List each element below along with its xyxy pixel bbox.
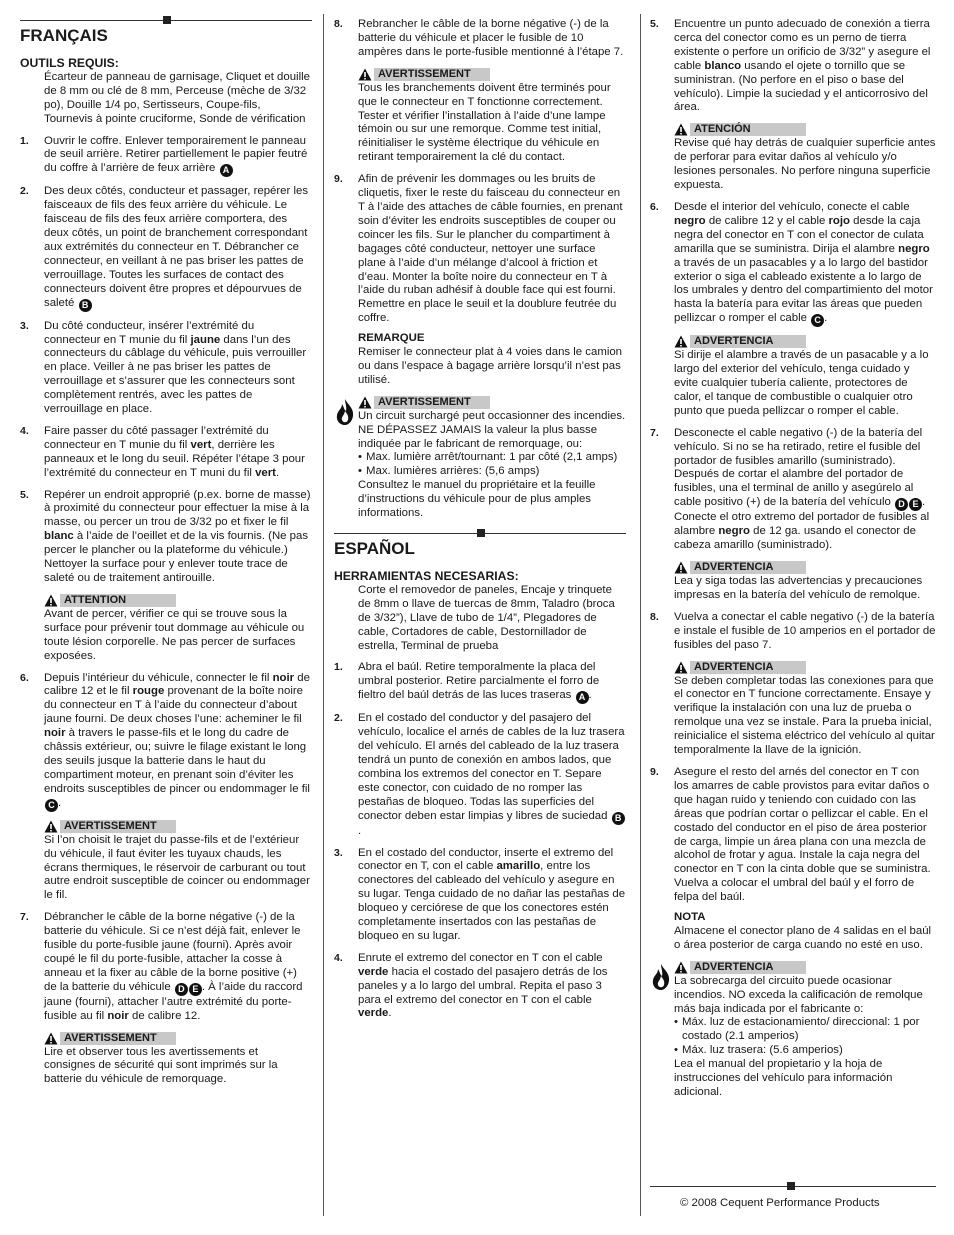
section-title-espanol: ESPAÑOL <box>334 539 415 558</box>
tools-text: Écarteur de panneau de garnisage, Cliquet et douille de 8 mm ou clé de 8 mm, Perceuse (mèche de 3/32 po), Douille 1/4 po, Sertisseurs, Coupe-fils, Tournevis à pointe cruciforme, Sonde de vérification <box>44 70 310 125</box>
warning-triangle-icon <box>358 396 372 409</box>
column-divider-left <box>323 14 324 1216</box>
attention-label: ATTENTION <box>60 594 176 607</box>
fr-step-9: 9. Afin de prévenir les dommages ou les bruits de cliquetis, fixer le reste du faisceau du connecteur en T à l’aide des attaches de câble fournies, en prenant soin d’éviter les endroits susceptibles de couper ou coincer les fils. Sur le plancher du compartiment à bagages côté conducteur, nettoyer une surface plane à l’aide d’un mélange d’alcool à friction et d’eau. Monter la boîte noire du connecteur en T à l’aide du ruban adhésif à double face qui est fourni. Remettre en place le seuil et la doublure feutrée du coffre. REMARQUE Remiser le connecteur plat à 4 voies dans le camion ou dans l’espace à bagage arrière lorsqu’il n’est pas utilisé. <box>334 173 626 388</box>
tools-title: OUTILS REQUIS: <box>20 56 119 70</box>
step-3: 3. Du côté conducteur, insérer l’extrémité du connecteur en T munie du fil jaune dans l’un des connecteurs du câblage du véhicule, puis verrouiller en place. Veiller à ne pas briser les pattes de verrouillage et s’assurer que les connecteurs sont complètement rentrés, avec les pattes de verrouillage en place. <box>20 319 307 416</box>
warning-text: Se deben completar todas las conexiones para que el conector en T funcione correctamente. Ensaye y verifique la instalación con una luz de prueba o remolque una vez se instale. Para la prueba inicial, reinicialice el sistema eléctrico del vehículo al quitar temporalmente la llave de la ignición. <box>674 674 935 757</box>
warning-block-3 <box>334 68 626 165</box>
nota-text: Almacene el conector plano de 4 salidas en el baúl o área posterior de carga cuando no esté en uso. <box>674 924 932 951</box>
callout-b-icon: B <box>79 299 92 312</box>
nota-title: NOTA <box>674 911 706 924</box>
warning-label: ADVERTENCIA <box>690 661 806 674</box>
warning-triangle-icon <box>674 123 688 136</box>
section-rule-francais <box>20 20 312 21</box>
callout-a-icon: A <box>220 164 233 177</box>
warning-text: Si dirije el alambre a través de un pasacable y a lo largo del exterior del vehículo, tenga cuidado y evite cualquier tubería caliente, protectores de calor, el tanque de combustible o cualquier otro punto que pueda pellizcar o romper el cable. <box>674 349 929 417</box>
warning-label: ADVERTENCIA <box>690 561 806 574</box>
es-step-8: 8. Vuelva a conectar el cable negativo (-) de la batería e instale el fusible de 10 amperios en el portador de fusibles del paso 7. <box>650 610 936 651</box>
warning-tail: Consultez le manuel du propriétaire et la feuille d’instructions du véhicule pour de plus amples informations. <box>358 479 596 520</box>
atencion-label: ATENCIÓN <box>690 123 806 136</box>
section-rule-espanol <box>334 533 626 534</box>
advertencia-block-1 <box>650 335 936 419</box>
fire-warning-block-fr <box>334 396 626 521</box>
warning-block-1 <box>20 820 312 904</box>
callout-a-icon: A <box>576 691 589 704</box>
list-item: • Máx. luz trasera: (5.6 amperios) <box>674 1044 843 1057</box>
step-2: 2. Des deux côtés, conducteur et passager, repérer les faisceaux de fils des feux arrière du véhicule. Le faisceau de fils des feux arrière comportera, des deux côtés, un point de branchement correspondant aux extrémités du connecteur en T. Débrancher ce connecteur, en veillant à ne pas briser les pattes de verrouillage. Toutes les surfaces de contact des connecteurs doivent être propres et dépourvues de saleté B <box>20 185 309 310</box>
warning-label: ADVERTENCIA <box>690 335 806 348</box>
warning-text: Un circuit surchargé peut occasionner des incendies. NE DÉPASSEZ JAMAIS la valeur la plus basse indiquée par le fabricant de remorquage, ou: <box>358 409 626 450</box>
warning-text: Lire et observer tous les avertissements et consignes de sécurité qui sont imprimés sur la batterie du véhicule de remorquage. <box>44 1045 278 1086</box>
attention-text: Avant de percer, vérifier ce qui se trouve sous la surface pour prévenir tout dommage au véhicule ou toute lésion corporelle. Ne pas percer de surfaces exposées. <box>44 607 305 662</box>
warning-text: La sobrecarga del circuito puede ocasionar incendios. NO exceda la calificación de remolque más baja indicada por el fabricante o: <box>674 974 923 1015</box>
warning-label: AVERTISSEMENT <box>374 68 490 81</box>
es-step-4: 4. Enrute el extremo del conector en T con el cable verde hacia el costado del pasajero detrás de los paneles y a lo largo del umbral. Repita el paso 3 para el extremo del conector en T con el cable verde. <box>334 951 608 1020</box>
fire-warning-block-es <box>650 961 936 1100</box>
atencion-block <box>650 123 936 193</box>
callout-e-icon: E <box>909 498 922 511</box>
column-1 <box>20 18 312 1087</box>
column-divider-right <box>640 14 641 1216</box>
section-title-francais: FRANÇAIS <box>20 26 108 45</box>
callout-d-icon: D <box>175 983 188 996</box>
warning-block-2 <box>20 1032 312 1088</box>
copyright: © 2008 Cequent Performance Products <box>680 1197 880 1209</box>
column-3 <box>650 18 936 1100</box>
step-4: 4. Faire passer du côté passager l’extrémité du connecteur en T munie du fil vert, derrière les panneaux et le long du seuil. Répéter l’étape 3 pour l’extrémité du connecteur en T muni du fil vert. <box>20 424 305 479</box>
callout-c-icon: C <box>45 799 58 812</box>
list-item: • Max. lumières arrières: (5,6 amps) <box>358 465 540 478</box>
es-step-5: 5. Encuentre un punto adecuado de conexión a tierra cerca del conector como es un perno de tierra existente o perfore un orificio de 3/32” y asegure el cable blanco usando el ojete o tornillo que se suministran. (No perfore en el piso o base del vehículo). Limpie la suciedad y el anticorrosivo del área. <box>650 18 931 114</box>
list-item: • Max. lumière arrêt/tournant: 1 par côté (2,1 amps) <box>358 451 618 464</box>
fr-step-8: 8. Rebrancher le câble de la borne négative (-) de la batterie du véhicule et placer le fusible de 10 ampères dans le porte-fusible mentionné à l’étape 7. <box>334 18 624 58</box>
es-step-9: 9. Asegure el resto del arnés del conector en T con los amarres de cable provistos para evitar daños o que hagan ruido y teniendo con cuidado con las áreas que podrían cortar o pellizcar el cable. En el costado del conductor en el piso de área posterior de carga, limpie un área plana con una mezcla de alcohol de frotar y agua. Instale la caja negra del conector en T con la cinta doble que se suministra. Vuelva a colocar el umbral del baúl y el forro de felpa del baúl. NOTA Almacene el conector plano de 4 salidas en el baúl o área posterior de carga cuando no esté en uso. <box>650 766 936 953</box>
es-step-6: 6. Desde el interior del vehículo, conecte el cable negro de calibre 12 y el cable rojo desde la caja negra del conector en T con el conector de culata amarilla que se suministra. Dirija el alambre negro a través de un pasacables y a lo largo del bastidor exterior o siga el cableado existente a lo largo de los umbrales y dentro del compartimiento del motor hasta la batería para evitar las áreas que pueden pellizcar o romper el cable C . <box>650 200 933 326</box>
atencion-text: Revise qué hay detrás de cualquier superficie antes de perforar para evitar daños al vehículo y/o lesiones personales. No perfore ninguna superficie expuesta. <box>674 137 936 192</box>
step-7: 7. Débrancher le câble de la borne négative (-) de la batterie du véhicule. Si ce n’est déjà fait, enlever le fusible du porte-fusible jaune (fourni). Après avoir coupé le fil du porte-fusible, attacher la cosse à anneau et la fixer au câble de la borne positive (+) de la batterie du véhicule D E . À l’aide du raccord jaune (fourni), attacher l’autre extrémité du porte-fusible au fil noir de calibre 12. <box>20 911 303 1022</box>
attention-block <box>20 594 312 664</box>
fire-icon <box>650 963 672 991</box>
warning-tail: Lea el manual del propietario y la hoja de instrucciones del vehículo para información adicional. <box>674 1058 893 1098</box>
warning-triangle-icon <box>674 335 688 348</box>
tools-title-es: HERRAMIENTAS NECESARIAS: <box>334 569 519 583</box>
warning-label: AVERTISSEMENT <box>60 820 176 833</box>
tools-text-es: Corte el removedor de paneles, Encaje y trinquete de 8mm o llave de tuercas de 8mm, Taladro (broca de 3/32”), Llave de tubo de 1/4”, Plegadores de cable, Cortadores de cable, Destornillador de estrella, Terminal de prueba <box>358 583 615 652</box>
warning-label: AVERTISSEMENT <box>374 396 490 409</box>
es-step-7: 7. Desconecte el cable negativo (-) de la batería del vehículo. Si no se ha retirado, retire el fusible del portador de fusibles amarillo (suministrado). Después de cortar el alambre del portador de fusibles, una el terminal de anillo y asegúrelo al cable positivo (+) de la batería del vehículo D E . Conecte el otro extremo del portador de fusibles al alambre negro de 12 ga. usando el conector de cabeza amarillo (suministrado). <box>650 426 930 552</box>
warning-triangle-icon <box>44 820 58 833</box>
es-step-1: 1. Abra el baúl. Retire temporalmente la placa del umbral posterior. Retire parcialmente el forro de fieltro del baúl detrás de las luces traseras A . <box>334 661 600 703</box>
warning-triangle-icon <box>358 68 372 81</box>
advertencia-block-2 <box>650 561 936 603</box>
warning-triangle-icon <box>44 594 58 607</box>
remark-title: REMARQUE <box>358 332 425 345</box>
es-step-3: 3. En el costado del conductor, inserte el extremo del conector en T, con el cable amarillo, entre los conectores del cableado del vehículo y asegure en su lugar. Tenga cuidado de no dañar las pestañas de bloqueo y cerciórese de que los conectores estén completamente insertados con las pestañas de bloqueo en su lugar. <box>334 846 626 942</box>
step-5: 5. Repérer un endroit approprié (p.ex. borne de masse) à proximité du connecteur pour effectuer la mise à la masse, ou percer un trou de 3/32 po et fixer le fil blanc à l’aide de l’oeillet et de la vis fournis. (Ne pas percer le plancher ou la plateforme du véhicule.) Nettoyer la surface pour y enlever toute trace de saleté ou de traitement antirouille. <box>20 488 311 584</box>
column-2 <box>334 18 626 1021</box>
warning-text: Tous les branchements doivent être terminés pour que le connecteur en T fonctionne correctement. Tester et vérifier l’installation à l’aide d’une lampe témoin ou sur une remorque. Comme test initial, réinitialiser le système électrique du véhicule en retirant temporairement la clé du contact. <box>358 81 611 164</box>
fire-icon <box>334 398 356 426</box>
warning-text: Lea y siga todas las advertencias y precauciones impresas en la batería del vehículo de remolque. <box>674 575 923 601</box>
callout-e-icon: E <box>189 983 202 996</box>
advertencia-block-3 <box>650 661 936 758</box>
remark-text: Remiser le connecteur plat à 4 voies dans le camion ou dans l’espace à bagage arrière lorsqu’il n’est pas utilisé. <box>358 346 623 386</box>
step-6: 6. Depuis l’intérieur du véhicule, connecter le fil noir de calibre 12 et le fil rouge provenant de la boîte noire du connecteur en T à l’aide du connecteur d’about jaune fourni. De deux choses l’une: acheminer le fil noir à travers le passe-fils et le long du cadre de châssis extérieur, ou; suivre le filage existant le long des seuils jusque la batterie dans le haut du compartiment moteur, en prenant soin d’éviter les endroits susceptibles de pincer ou endommager le fil C . <box>20 671 310 810</box>
warning-label: ADVERTENCIA <box>690 961 806 974</box>
warning-triangle-icon <box>674 561 688 574</box>
warning-triangle-icon <box>674 961 688 974</box>
callout-c-icon: C <box>811 314 824 327</box>
list-item: • Máx. luz de estacionamiento/ direccional: 1 por costado (2.1 amperios) <box>674 1016 920 1043</box>
callout-b-icon: B <box>612 812 625 825</box>
step-1: 1. Ouvrir le coffre. Enlever temporairement le panneau de seuil arrière. Retirer partiellement le papier feutré du coffre à l’arrière de feux arrière A <box>20 134 308 176</box>
es-step-2: 2. En el costado del conductor y del pasajero del vehículo, localice el arnés de cables de la luz trasera del vehículo. El arnés del cableado de la luz trasera tendrá un punto de conexión en ambos lados, que combina los extremos del conector en T. Separe este conector, con cuidado de no romper las pestañas de bloqueo. Todas las superficies del conector deben estar limpias y libres de suciedad B. <box>334 712 625 837</box>
warning-label: AVERTISSEMENT <box>60 1032 176 1045</box>
callout-d-icon: D <box>895 498 908 511</box>
warning-text: Si l’on choisit le trajet du passe-fils et de l’extérieur du véhicule, il faut éviter les tuyaux chauds, les écrans thermiques, le réservoir de carburant ou tout autre endroit susceptible de coincer ou endommager le fil. <box>44 833 310 902</box>
warning-triangle-icon <box>44 1032 58 1045</box>
warning-triangle-icon <box>674 661 688 674</box>
footer-rule <box>650 1186 936 1187</box>
